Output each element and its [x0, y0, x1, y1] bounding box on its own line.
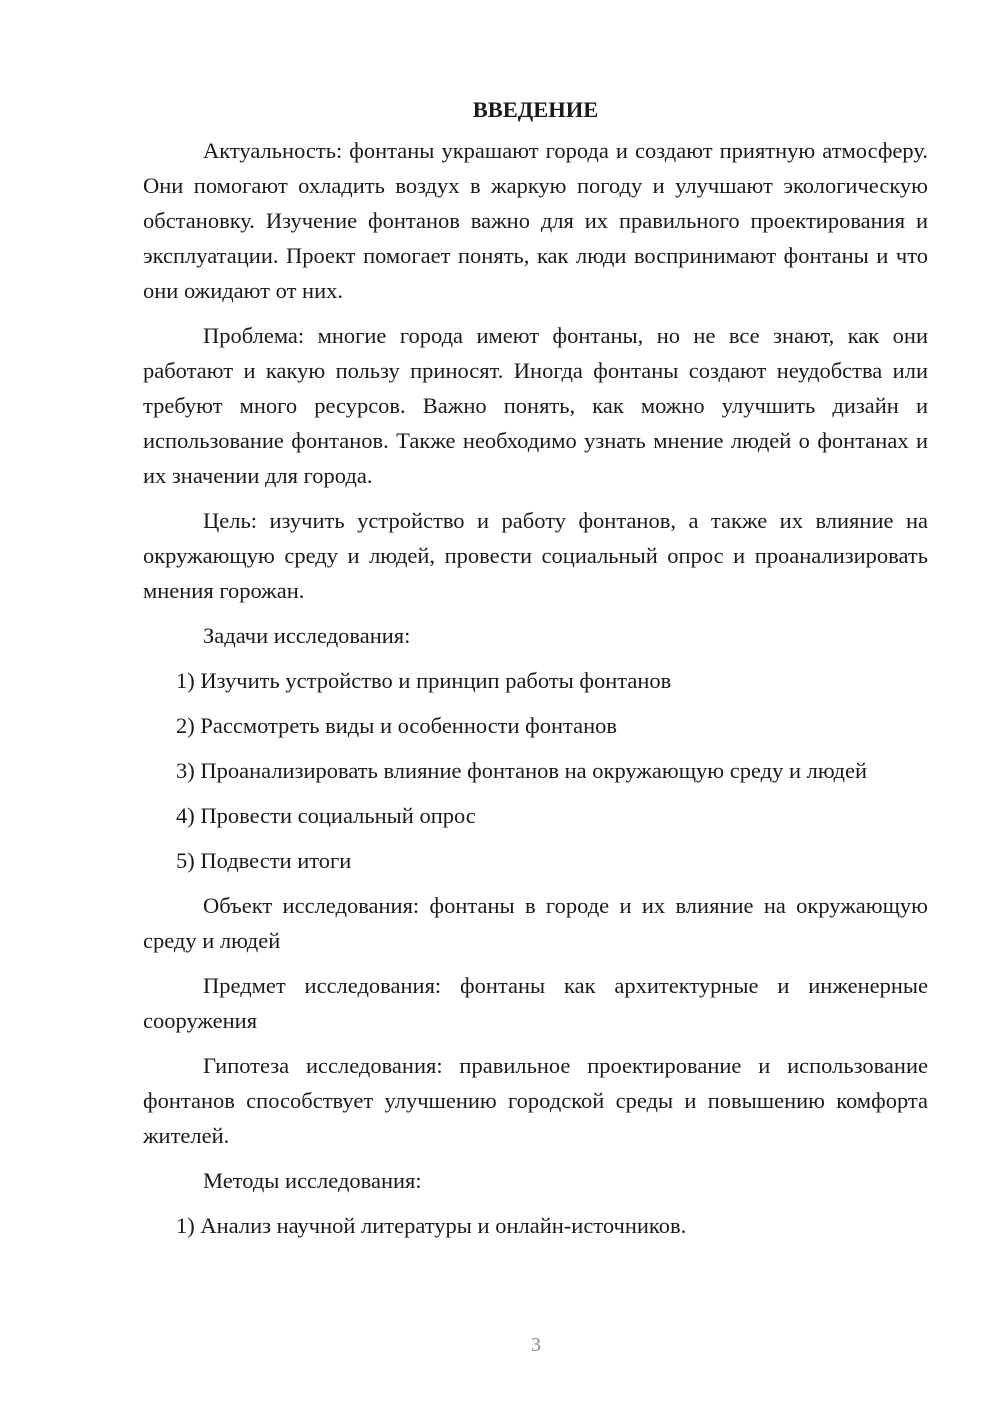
object-paragraph: Объект исследования: фонтаны в городе и их влияние на окружающую среду и людей	[143, 893, 928, 953]
task-item: 2) Рассмотреть виды и особенности фонтанов	[176, 713, 618, 738]
subject-paragraph: Предмет исследования: фонтаны как архитектурные и инженерные сооружения	[143, 973, 928, 1033]
hypothesis-paragraph: Гипотеза исследования: правильное проектирование и использование фонтанов способствует улучшению городской среды и повышению комфорта жителей.	[143, 1053, 928, 1148]
task-item: 4) Провести социальный опрос	[176, 803, 476, 828]
task-item: 3) Проанализировать влияние фонтанов на окружающую среду и людей	[176, 758, 867, 783]
section-heading: ВВЕДЕНИЕ	[472, 97, 599, 122]
problem-paragraph: Проблема: многие города имеют фонтаны, но не все знают, как они работают и какую пользу приносят. Иногда фонтаны создают неудобства или требуют много ресурсов. Важно понять, как можно улучшить дизайн и использование фонтанов. Также необходимо узнать мнение людей о фонтанах и их значении для города.	[143, 323, 928, 488]
methods-title: Методы исследования:	[203, 1168, 422, 1193]
page-content	[143, 92, 928, 1253]
task-item: 5) Подвести итоги	[176, 848, 352, 873]
goal-paragraph: Цель: изучить устройство и работу фонтанов, а также их влияние на окружающую среду и людей, провести социальный опрос и проанализировать мнения горожан.	[143, 508, 928, 603]
relevance-paragraph: Актуальность: фонтаны украшают города и создают приятную атмосферу. Они помогают охладить воздух в жаркую погоду и улучшают экологическую обстановку. Изучение фонтанов важно для их правильного проектирования и эксплуатации. Проект помогает понять, как люди воспринимают фонтаны и что они ожидают от них.	[143, 138, 928, 303]
task-item: 1) Изучить устройство и принцип работы фонтанов	[176, 668, 672, 693]
tasks-title: Задачи исследования:	[203, 623, 411, 648]
page-number: 3	[531, 1334, 541, 1356]
method-item: 1) Анализ научной литературы и онлайн-источников.	[176, 1213, 687, 1238]
